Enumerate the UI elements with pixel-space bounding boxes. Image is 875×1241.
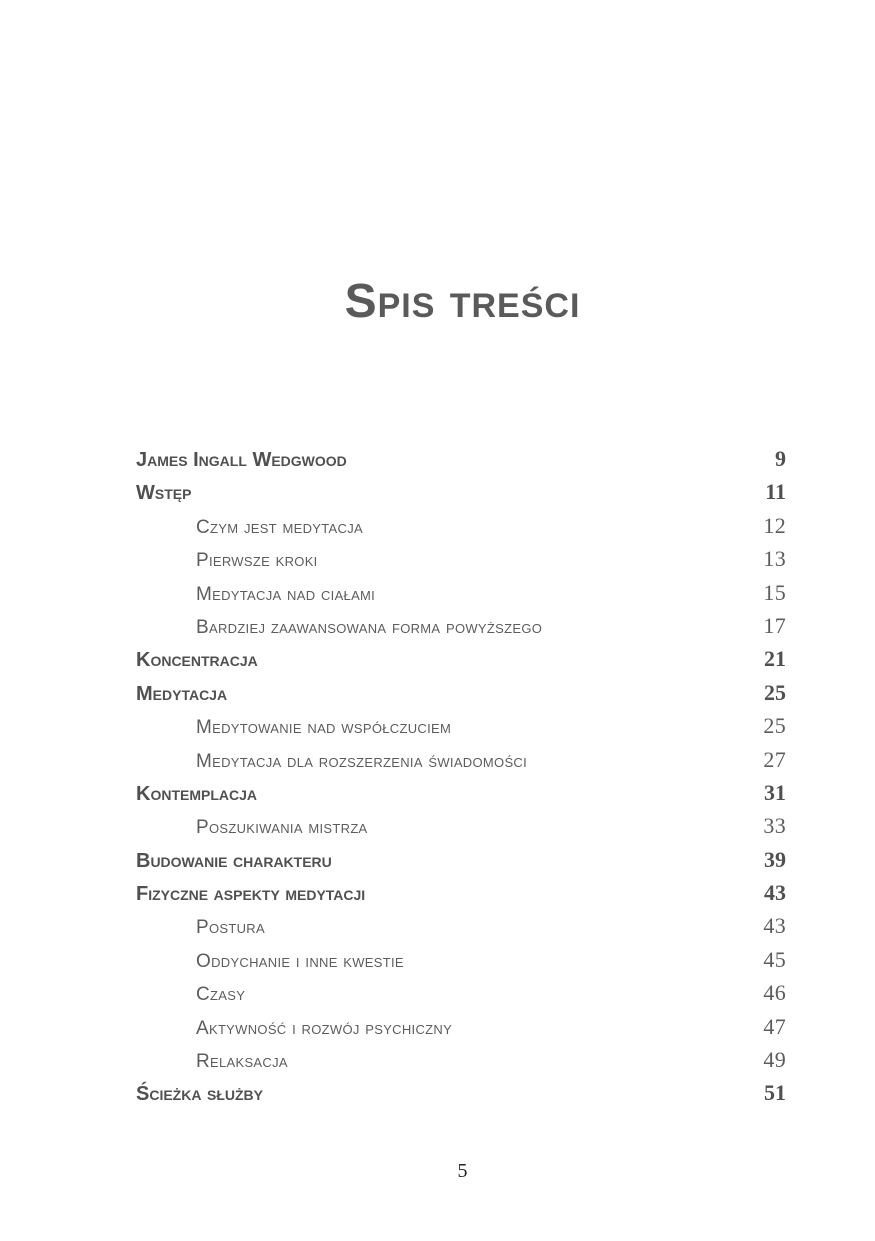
toc-entry-label: Bardziej zaawansowana forma powyższego [196,616,543,638]
table-of-contents [136,442,786,1110]
toc-entry-page: 45 [763,946,786,972]
toc-entry-label: Czasy [196,984,246,1006]
toc-entry-page: 46 [763,980,786,1006]
toc-entry-page: 33 [763,813,786,839]
toc-entry-page: 49 [763,1047,786,1073]
toc-entry-page: 43 [764,880,786,906]
toc-entry[interactable] [136,475,786,508]
toc-entry[interactable] [136,709,786,742]
toc-entry-page: 17 [763,612,786,638]
toc-entry-label: Medytacja [136,682,228,705]
toc-entry[interactable] [136,609,786,642]
page-title: Spis treści [344,275,581,328]
toc-entry[interactable] [136,976,786,1009]
toc-entry-label: Kontemplacja [136,782,258,805]
toc-entry-page: 47 [763,1013,786,1039]
toc-entry-label: Koncentracja [136,649,258,672]
toc-entry-page: 31 [764,779,786,805]
toc-entry-page: 9 [775,446,786,471]
toc-entry-label: Wstęp [136,482,192,505]
toc-entry-label: Oddychanie i inne kwestie [196,950,404,972]
toc-entry-label: Ścieżka służby [136,1083,264,1106]
toc-entry[interactable] [136,876,786,909]
toc-entry-label: Budowanie charakteru [136,849,332,872]
toc-entry[interactable] [136,743,786,776]
toc-entry[interactable] [136,1043,786,1076]
toc-entry[interactable] [136,776,786,809]
toc-entry[interactable] [136,1076,786,1109]
toc-entry-page: 39 [764,846,786,872]
toc-entry-page: 12 [763,512,786,538]
toc-entry-page: 25 [764,679,786,705]
toc-entry[interactable] [136,909,786,942]
toc-entry[interactable] [136,1010,786,1043]
toc-entry-label: Czym jest medytacja [196,516,363,538]
toc-entry-label: Medytacja dla rozszerzenia świadomości [196,750,528,772]
toc-entry[interactable] [136,542,786,575]
toc-entry-label: Medytowanie nad współczuciem [196,717,452,739]
toc-entry-page: 13 [763,546,786,572]
page-number: 5 [457,1160,468,1182]
toc-entry[interactable] [136,642,786,675]
toc-entry-label: Postura [196,917,265,939]
toc-entry-label: Pierwsze kroki [196,550,318,572]
toc-entry-label: James Ingall Wedgwood [136,449,347,471]
toc-entry[interactable] [136,843,786,876]
toc-entry[interactable] [136,809,786,842]
toc-entry[interactable] [136,676,786,709]
toc-entry-page: 43 [763,913,786,939]
toc-entry-page: 51 [764,1080,786,1106]
toc-entry[interactable] [136,442,786,475]
toc-entry-page: 21 [764,646,786,672]
toc-entry-label: Medytacja nad ciałami [196,583,376,605]
toc-entry-label: Aktywność i rozwój psychiczny [196,1017,453,1039]
toc-entry-page: 27 [763,746,786,772]
toc-entry[interactable] [136,576,786,609]
toc-entry[interactable] [136,943,786,976]
toc-entry-page: 11 [765,479,786,505]
toc-entry-label: Relaksacja [196,1051,288,1073]
toc-entry[interactable] [136,509,786,542]
toc-entry-page: 15 [763,579,786,605]
toc-entry-label: Fizyczne aspekty medytacji [136,883,366,906]
toc-entry-label: Poszukiwania mistrza [196,817,368,839]
toc-entry-page: 25 [763,713,786,739]
